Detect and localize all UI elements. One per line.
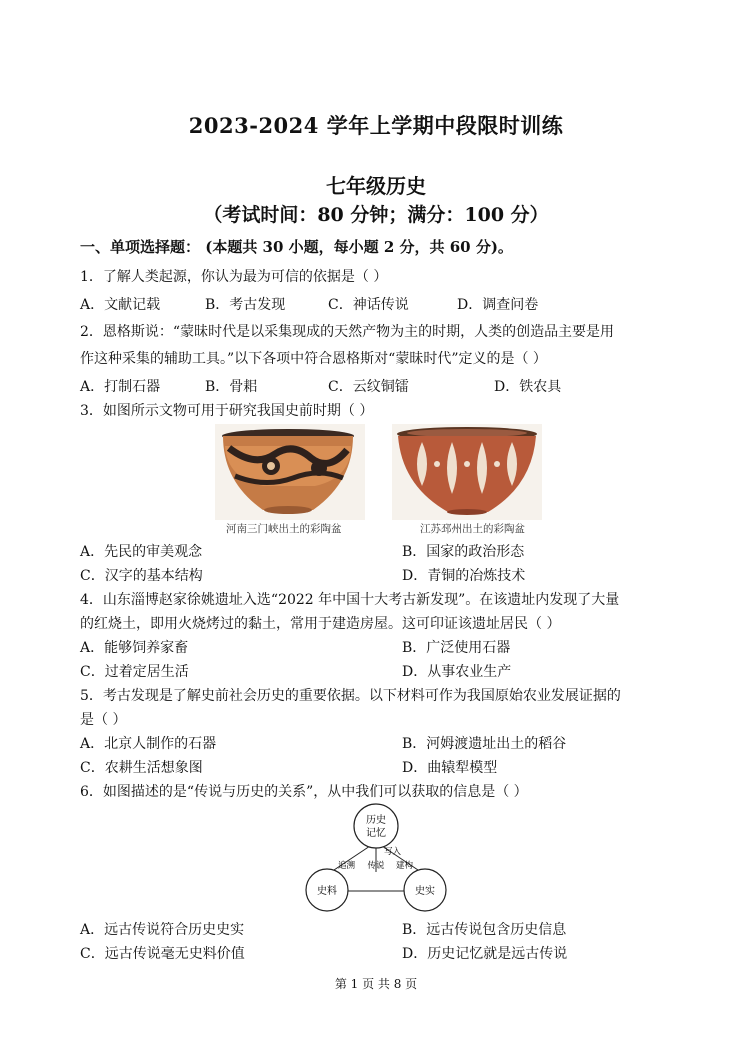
- q2-option-b: B．骨耜: [205, 379, 258, 395]
- q4-option-d: D．从事农业生产: [402, 664, 512, 680]
- q4-stem-line1: 4．山东淄博赵家徐姚遗址入选“2022 年中国十大考古新发现”。在该遗址内发现了大量: [80, 592, 620, 608]
- q4-option-c: C．过着定居生活: [80, 664, 189, 680]
- q4-option-a: A．能够饲养家畜: [80, 640, 189, 656]
- diagram-top-label-1: 历史: [366, 815, 386, 826]
- q5-option-c: C．农耕生活想象图: [80, 760, 203, 776]
- q5-stem-line2: 是（ ）: [80, 712, 127, 728]
- q4-stem-line2: 的红烧土，即用火烧烤过的黏土，常用于建造房屋。这可印证该遗址居民（ ）: [80, 616, 561, 632]
- q5-option-d: D．曲辕犁模型: [402, 760, 498, 776]
- section-heading: 一、单项选择题： (本题共 30 小题，每小题 2 分，共 60 分)。: [80, 238, 513, 256]
- exam-info: （考试时间：80 分钟；满分：100 分）: [203, 204, 549, 226]
- diagram-construct-label: 建构: [396, 861, 414, 871]
- q1-option-d: D．调查问卷: [457, 297, 539, 313]
- q3-caption-right: 江苏邳州出土的彩陶盆: [420, 523, 525, 535]
- history-memory-node: [354, 804, 398, 848]
- diagram-left-label: 史料: [317, 886, 337, 897]
- q6-option-b: B．远古传说包含历史信息: [402, 922, 567, 938]
- q1-option-b: B．考古发现: [205, 297, 286, 313]
- q6-stem: 6．如图描述的是“传说与历史的关系”，从中我们可以获取的信息是（ ）: [80, 784, 528, 800]
- q2-option-d: D．铁农具: [494, 379, 562, 395]
- q3-stem: 3．如图所示文物可用于研究我国史前时期（ ）: [80, 403, 374, 419]
- painted-pottery-basin-left-image: [215, 424, 365, 520]
- subject-title: 七年级历史: [326, 174, 426, 198]
- q2-option-c: C．云纹铜镭: [328, 379, 409, 395]
- q3-caption-left: 河南三门峡出土的彩陶盆: [226, 523, 342, 535]
- q5-stem-line1: 5．考古发现是了解史前社会历史的重要依据。以下材料可作为我国原始农业发展证据的: [80, 688, 621, 704]
- painted-pottery-basin-right-image: [392, 424, 542, 520]
- q3-option-c: C．汉字的基本结构: [80, 568, 203, 584]
- diagram-trace-label: 追溯: [338, 861, 356, 871]
- q6-option-c: C．远古传说毫无史料价值: [80, 946, 245, 962]
- q1-option-a: A．文献记载: [80, 297, 161, 313]
- q1-option-c: C．神话传说: [328, 297, 409, 313]
- q2-option-a: A．打制石器: [80, 379, 161, 395]
- exam-title: 2023-2024 学年上学期中段限时训练: [188, 113, 564, 138]
- q1-stem: 1．了解人类起源，你认为最为可信的依据是（ ）: [80, 269, 388, 285]
- q5-option-b: B．河姆渡遗址出土的稻谷: [402, 736, 567, 752]
- diagram-write-label: 写入: [384, 847, 402, 857]
- q3-option-b: B．国家的政治形态: [402, 544, 525, 560]
- q6-option-a: A．远古传说符合历史史实: [80, 922, 245, 938]
- q4-option-b: B．广泛使用石器: [402, 640, 511, 656]
- q3-option-a: A．先民的审美观念: [80, 544, 203, 560]
- q3-option-d: D．青铜的冶炼技术: [402, 568, 526, 584]
- q6-option-d: D．历史记忆就是远古传说: [402, 946, 568, 962]
- diagram-legend-label: 传说: [367, 861, 385, 871]
- q2-stem-line1: 2．恩格斯说：“蒙昧时代是以采集现成的天然产物为主的时期，人类的创造品主要是用: [80, 324, 615, 340]
- q5-option-a: A．北京人制作的石器: [80, 736, 217, 752]
- page-footer: 第 1 页 共 8 页: [334, 977, 418, 991]
- diagram-right-label: 史实: [415, 886, 435, 897]
- diagram-top-label-2: 记忆: [366, 828, 386, 839]
- q2-stem-line2: 作这种采集的辅助工具。”以下各项中符合恩格斯对“蒙昧时代”定义的是（ ）: [80, 351, 547, 367]
- legend-history-diagram: [300, 802, 452, 912]
